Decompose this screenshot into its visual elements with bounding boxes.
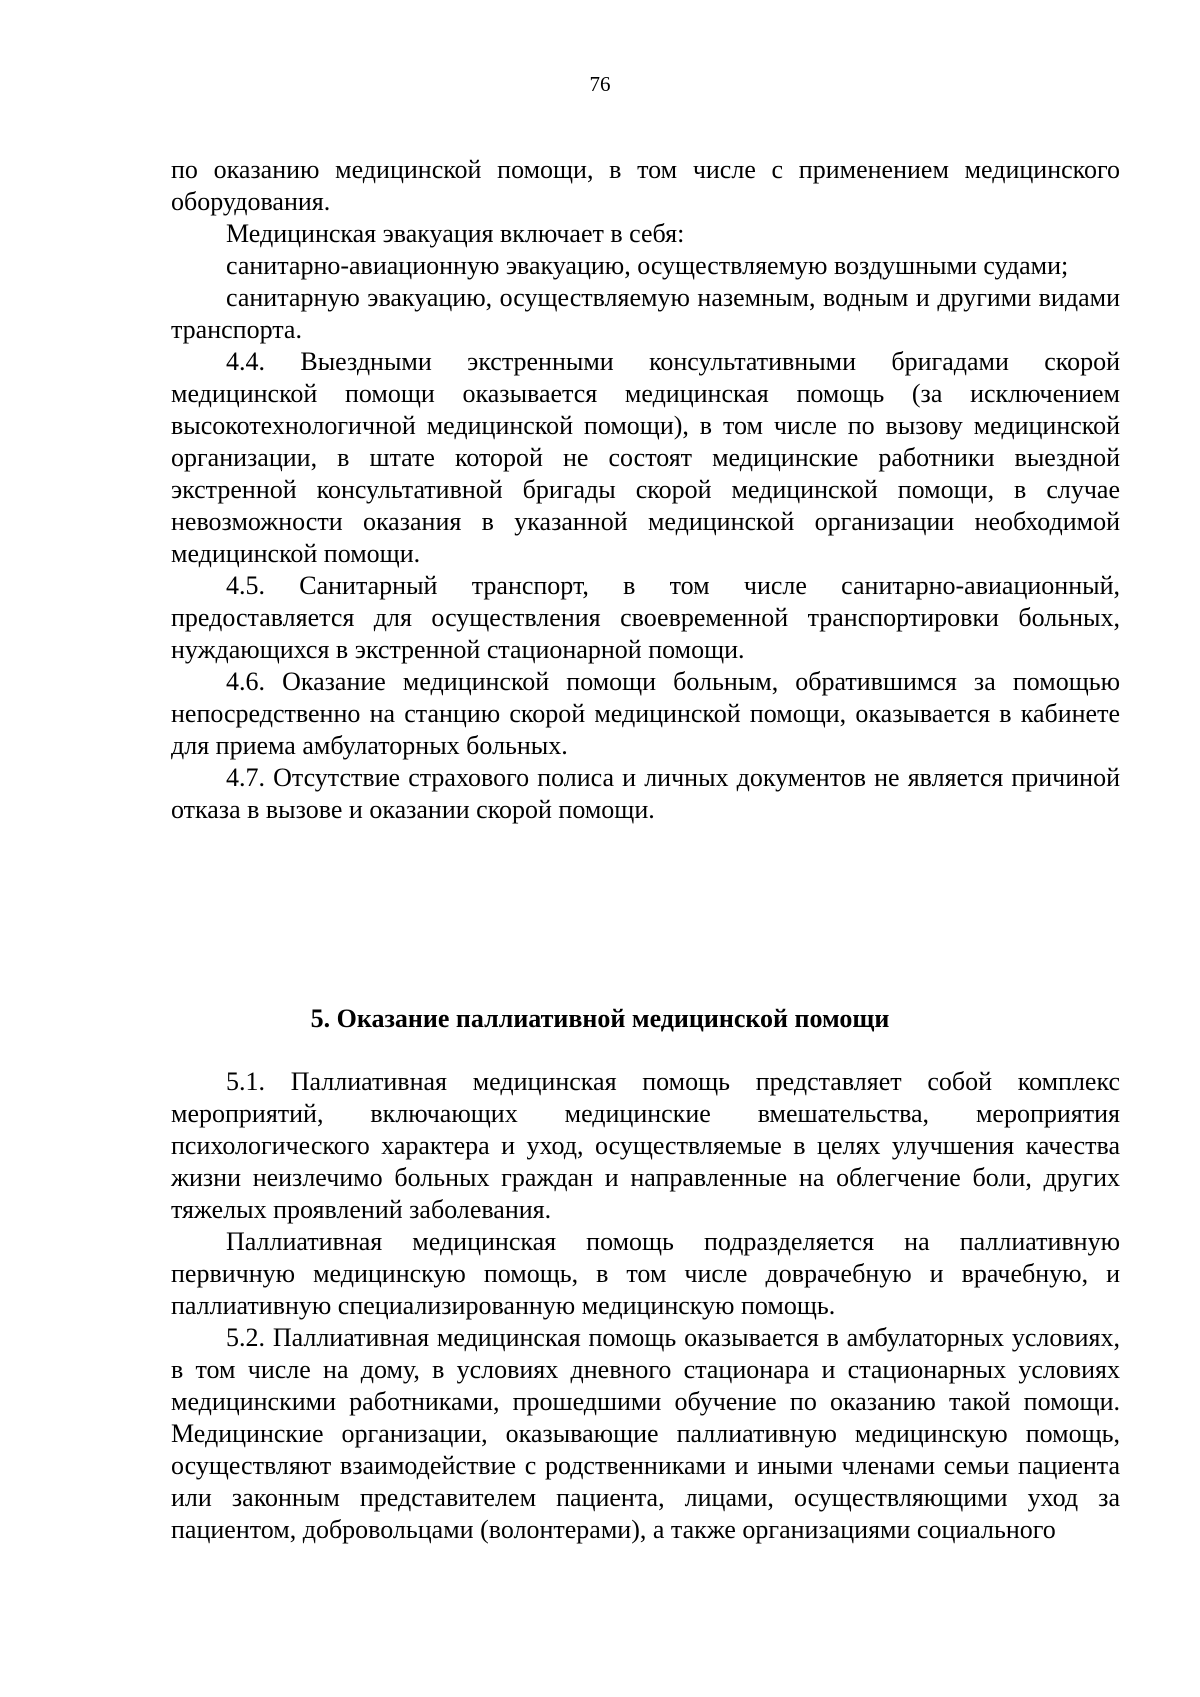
section-4-body: [171, 154, 1120, 826]
paragraph-evacuation-intro: Медицинская эвакуация включает в себя:: [226, 219, 685, 248]
paragraph-4-4: 4.4. Выездными экстренными консультативными бригадами скорой медицинской помощи оказывается медицинская помощь (за исключением высокотехнологичной медицинской помощи), в том числе по вызову медицинской организации, в штате которой не состоят медицинские работники выездной экстренной консультативной бригады скорой медицинской помощи, в случае невозможности оказания в указанной медицинской организации необходимой медицинской помощи.: [171, 347, 1120, 568]
paragraph-4-7: 4.7. Отсутствие страхового полиса и личных документов не является причиной отказа в вызове и оказании скорой помощи.: [171, 763, 1120, 824]
paragraph-ground-evacuation: санитарную эвакуацию, осуществляемую наземным, водным и другими видами транспорта.: [171, 283, 1120, 344]
section-5-body: [171, 1066, 1120, 1546]
paragraph-4-5: 4.5. Санитарный транспорт, в том числе санитарно-авиационный, предоставляется для осуществления своевременной транспортировки больных, нуждающихся в экстренной стационарной помощи.: [171, 571, 1120, 664]
paragraph-continuation: по оказанию медицинской помощи, в том числе с применением медицинского оборудования.: [171, 155, 1120, 216]
paragraph-5-1: 5.1. Паллиативная медицинская помощь представляет собой комплекс мероприятий, включающих медицинские вмешательства, мероприятия психологического характера и уход, осуществляемые в целях улучшения качества жизни неизлечимо больных граждан и направленные на облегчение боли, других тяжелых проявлений заболевания.: [171, 1067, 1120, 1224]
page-number: 76: [589, 72, 611, 96]
paragraph-4-6: 4.6. Оказание медицинской помощи больным, обратившимся за помощью непосредственно на станцию скорой медицинской помощи, оказывается в кабинете для приема амбулаторных больных.: [171, 667, 1120, 760]
section-5-heading: 5. Оказание паллиативной медицинской помощи: [310, 1004, 890, 1033]
paragraph-5-2: 5.2. Паллиативная медицинская помощь оказывается в амбулаторных условиях, в том числе на дому, в условиях дневного стационара и стационарных условиях медицинскими работниками, прошедшими обучение по оказанию такой помощи. Медицинские организации, оказывающие паллиативную медицинскую помощь, осуществляют взаимодействие с родственниками и иными членами семьи пациента или законным представителем пациента, лицами, осуществляющими уход за пациентом, добровольцами (волонтерами), а также организациями социального: [171, 1323, 1120, 1544]
paragraph-palliative-types: Паллиативная медицинская помощь подразделяется на паллиативную первичную медицинскую помощь, в том числе доврачебную и врачебную, и паллиативную специализированную медицинскую помощь.: [171, 1227, 1120, 1320]
paragraph-air-evacuation: санитарно-авиационную эвакуацию, осуществляемую воздушными судами;: [226, 251, 1069, 280]
